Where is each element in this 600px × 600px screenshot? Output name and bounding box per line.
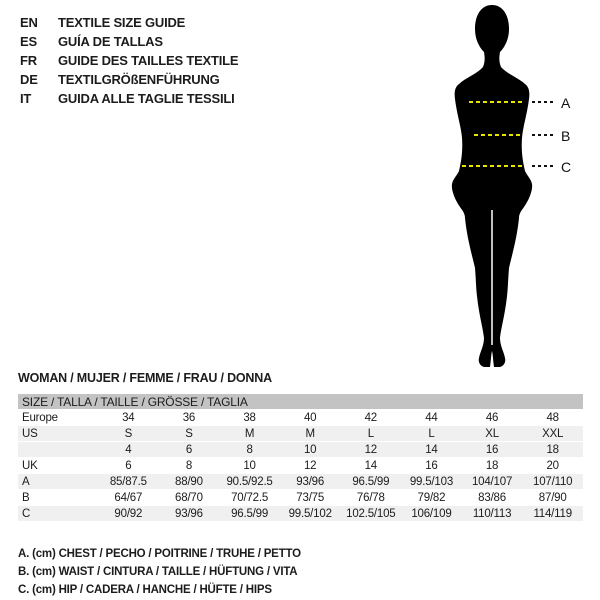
size-cell: 99.5/103	[401, 474, 462, 490]
size-cell: S	[159, 426, 220, 442]
size-cell: 87/90	[522, 490, 583, 506]
row-label: UK	[18, 458, 98, 474]
size-cell: 12	[341, 442, 402, 458]
size-cell: 104/107	[462, 474, 523, 490]
row-label: B	[18, 490, 98, 506]
woman-silhouette-svg	[408, 0, 578, 372]
language-label: GUÍA DE TALLAS	[58, 34, 163, 49]
legend-line: C. (cm) HIP / CADERA / HANCHE / HÜFTE / HIPS	[18, 584, 272, 596]
row-label	[18, 442, 98, 458]
size-cell: 68/70	[159, 490, 220, 506]
row-label: US	[18, 426, 98, 442]
size-cell: 96.5/99	[219, 506, 280, 522]
size-cell: 96.5/99	[341, 474, 402, 490]
size-cell: 8	[159, 458, 220, 474]
size-cell: 38	[219, 410, 280, 426]
size-cell: 106/109	[401, 506, 462, 522]
size-table	[18, 394, 583, 522]
size-cell: 6	[98, 458, 159, 474]
size-cell: 10	[219, 458, 280, 474]
language-code: EN	[20, 15, 38, 30]
size-cell: 85/87.5	[98, 474, 159, 490]
language-row	[20, 89, 238, 108]
size-cell: 70/72.5	[219, 490, 280, 506]
language-row	[20, 70, 238, 89]
language-code: IT	[20, 91, 32, 106]
language-label: TEXTILGRÖßENFÜHRUNG	[58, 72, 220, 87]
woman-figure	[408, 0, 600, 372]
size-cell: 6	[159, 442, 220, 458]
size-cell: 44	[401, 410, 462, 426]
size-cell: 18	[522, 442, 583, 458]
language-code: ES	[20, 34, 37, 49]
language-list	[20, 13, 238, 108]
size-cell: 88/90	[159, 474, 220, 490]
language-label: GUIDA ALLE TAGLIE TESSILI	[58, 91, 235, 106]
marker-label-a: A	[561, 95, 571, 111]
size-cell: 110/113	[462, 506, 523, 522]
size-cell: 42	[341, 410, 402, 426]
size-cell: 46	[462, 410, 523, 426]
size-cell: 48	[522, 410, 583, 426]
size-cell: 12	[280, 458, 341, 474]
size-cell: 14	[401, 442, 462, 458]
size-cell: 114/119	[522, 506, 583, 522]
gender-heading: WOMAN / MUJER / FEMME / FRAU / DONNA	[18, 371, 272, 385]
size-cell: 93/96	[159, 506, 220, 522]
table-row	[18, 458, 583, 474]
size-cell: 64/67	[98, 490, 159, 506]
size-cell: 16	[401, 458, 462, 474]
size-cell: L	[401, 426, 462, 442]
measurement-legend	[18, 545, 301, 599]
size-cell: 102.5/105	[341, 506, 402, 522]
table-header-row	[18, 394, 583, 410]
size-cell: 34	[98, 410, 159, 426]
size-cell: M	[280, 426, 341, 442]
size-cell: 73/75	[280, 490, 341, 506]
size-cell: 20	[522, 458, 583, 474]
legend-line: A. (cm) CHEST / PECHO / POITRINE / TRUHE / PETTO	[18, 548, 301, 560]
table-row	[18, 410, 583, 426]
size-cell: S	[98, 426, 159, 442]
size-cell: 4	[98, 442, 159, 458]
legend-line: B. (cm) WAIST / CINTURA / TAILLE / HÜFTUNG / VITA	[18, 566, 298, 578]
size-cell: 36	[159, 410, 220, 426]
row-label: A	[18, 474, 98, 490]
row-label: C	[18, 506, 98, 522]
size-cell: 40	[280, 410, 341, 426]
size-cell: 90/92	[98, 506, 159, 522]
language-row	[20, 13, 238, 32]
table-header: SIZE / TALLA / TAILLE / GRÖSSE / TAGLIA	[18, 394, 583, 410]
size-cell: 14	[341, 458, 402, 474]
size-cell: 16	[462, 442, 523, 458]
table-row	[18, 490, 583, 506]
size-cell: 79/82	[401, 490, 462, 506]
size-table-body	[18, 410, 583, 522]
size-cell: 90.5/92.5	[219, 474, 280, 490]
language-label: GUIDE DES TAILLES TEXTILE	[58, 53, 239, 68]
table-row	[18, 442, 583, 458]
size-cell: 107/110	[522, 474, 583, 490]
language-row	[20, 32, 238, 51]
size-cell: 10	[280, 442, 341, 458]
size-cell: XXL	[522, 426, 583, 442]
size-cell: 83/86	[462, 490, 523, 506]
size-cell: 93/96	[280, 474, 341, 490]
size-cell: 76/78	[341, 490, 402, 506]
table-row	[18, 426, 583, 442]
language-row	[20, 51, 238, 70]
size-cell: M	[219, 426, 280, 442]
marker-label-b: B	[561, 128, 571, 144]
size-cell: XL	[462, 426, 523, 442]
language-code: DE	[20, 72, 38, 87]
size-cell: 18	[462, 458, 523, 474]
marker-label-c: C	[561, 159, 572, 175]
size-cell: 8	[219, 442, 280, 458]
table-row	[18, 506, 583, 522]
language-label: TEXTILE SIZE GUIDE	[58, 15, 186, 30]
size-cell: 99.5/102	[280, 506, 341, 522]
size-cell: L	[341, 426, 402, 442]
language-code: FR	[20, 53, 37, 68]
row-label: Europe	[18, 410, 98, 426]
table-row	[18, 474, 583, 490]
